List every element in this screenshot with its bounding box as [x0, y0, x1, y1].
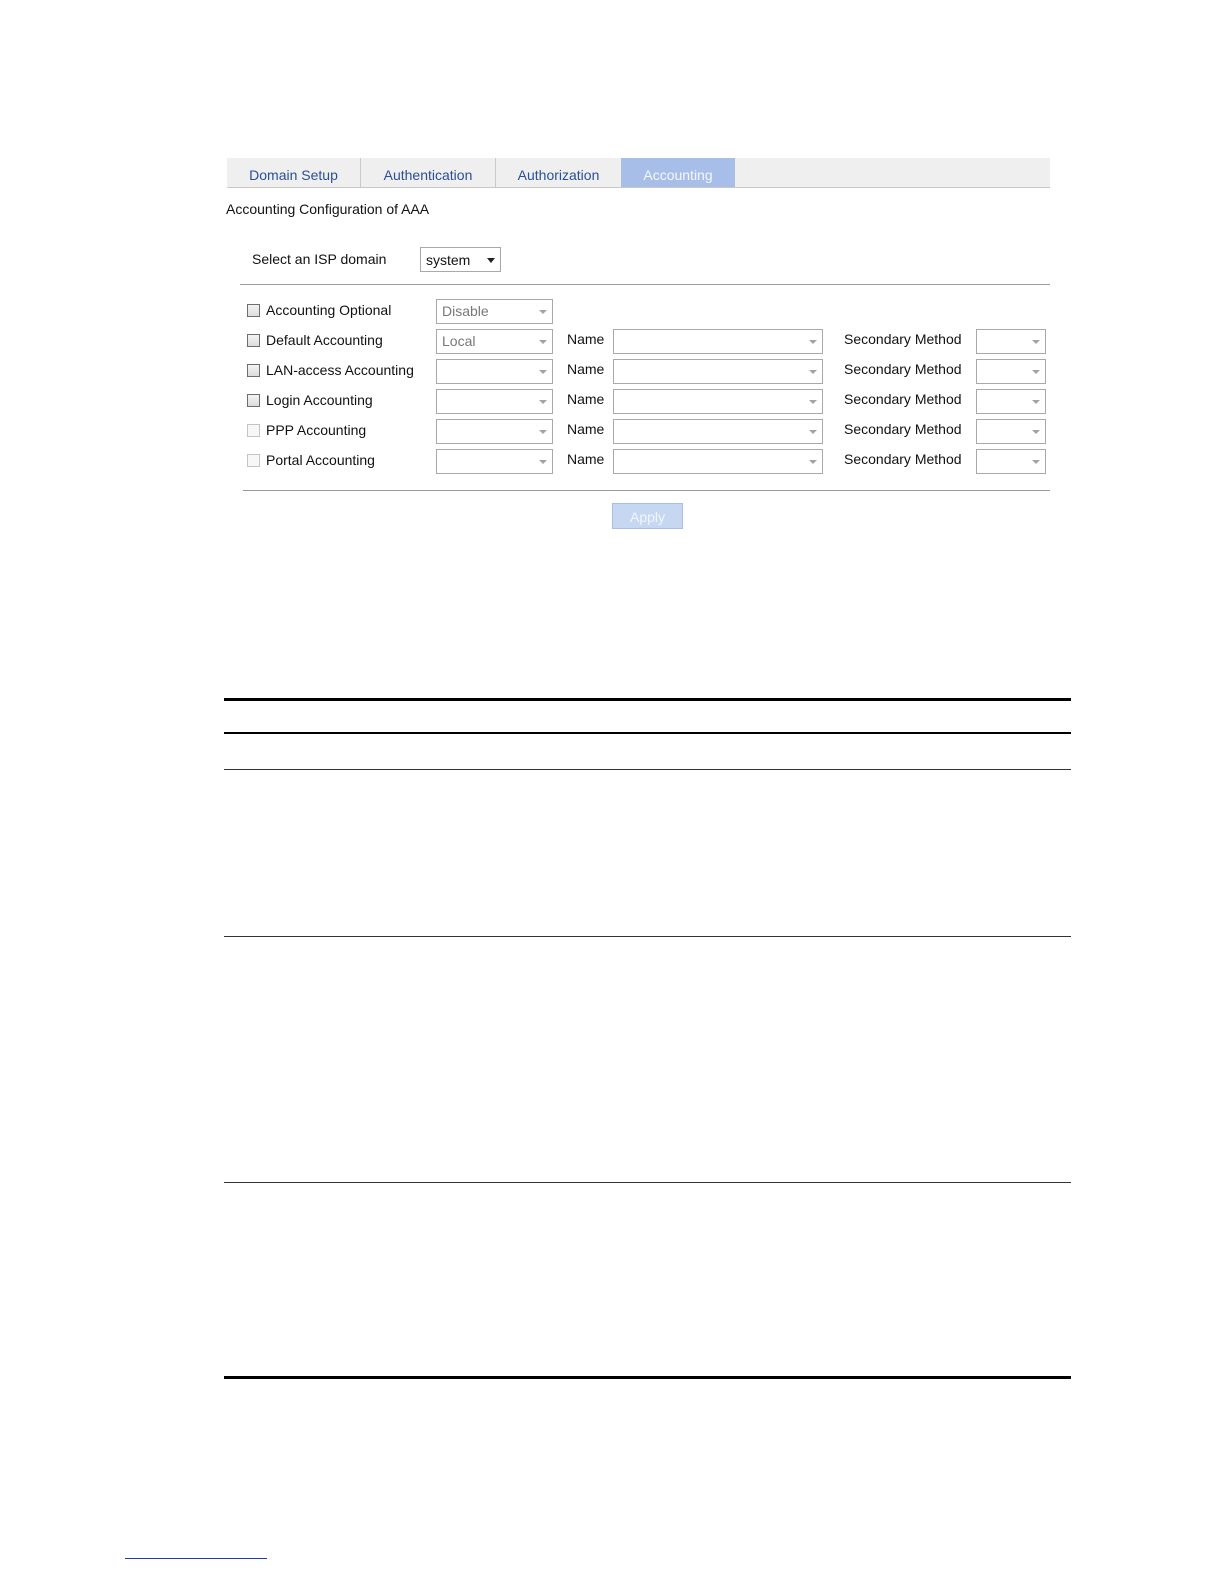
- row-accounting-optional: [247, 299, 1050, 325]
- row-label: Portal Accounting: [266, 452, 375, 468]
- select-value: Disable: [442, 303, 489, 319]
- lan-access-accounting-method-select[interactable]: [436, 359, 553, 384]
- chevron-down-icon: [539, 310, 547, 314]
- isp-domain-select[interactable]: [420, 247, 501, 272]
- section-title: Accounting Configuration of AAA: [226, 201, 430, 217]
- divider-bottom: [243, 490, 1050, 491]
- name-label: Name: [567, 451, 605, 467]
- tab-domain-setup[interactable]: Domain Setup: [227, 158, 361, 187]
- chevron-down-icon: [809, 370, 817, 374]
- ppp-accounting-secondary-select[interactable]: [976, 419, 1046, 444]
- row-login-accounting: [247, 389, 1050, 415]
- tab-bar: [227, 158, 1050, 188]
- row-default-accounting: [247, 329, 1050, 355]
- lan-access-accounting-secondary-select[interactable]: [976, 359, 1046, 384]
- table-bottom-rule: [224, 1376, 1071, 1379]
- secondary-method-label: Secondary Method: [844, 331, 962, 347]
- row-label: Accounting Optional: [266, 302, 392, 318]
- row-label: Login Accounting: [266, 392, 373, 408]
- name-label: Name: [567, 421, 605, 437]
- chevron-down-icon: [809, 340, 817, 344]
- chevron-down-icon: [539, 430, 547, 434]
- name-label: Name: [567, 361, 605, 377]
- chevron-down-icon: [539, 340, 547, 344]
- secondary-method-label: Secondary Method: [844, 421, 962, 437]
- lan-access-accounting-checkbox[interactable]: [247, 364, 260, 377]
- secondary-method-label: Secondary Method: [844, 391, 962, 407]
- table-row-rule: [224, 769, 1071, 770]
- chevron-down-icon: [1032, 400, 1040, 404]
- chevron-down-icon: [809, 400, 817, 404]
- login-accounting-checkbox[interactable]: [247, 394, 260, 407]
- accounting-optional-select[interactable]: [436, 299, 553, 324]
- chevron-down-icon: [809, 430, 817, 434]
- row-label: LAN-access Accounting: [266, 362, 414, 378]
- login-accounting-method-select[interactable]: [436, 389, 553, 414]
- secondary-method-label: Secondary Method: [844, 361, 962, 377]
- portal-accounting-checkbox[interactable]: [247, 454, 260, 467]
- table-row-rule: [224, 1182, 1071, 1183]
- chevron-down-icon: [487, 258, 495, 263]
- isp-domain-label: Select an ISP domain: [252, 251, 387, 267]
- ppp-accounting-method-select[interactable]: [436, 419, 553, 444]
- login-accounting-secondary-select[interactable]: [976, 389, 1046, 414]
- isp-domain-value: system: [426, 252, 471, 268]
- default-accounting-method-select[interactable]: [436, 329, 553, 354]
- row-ppp-accounting: [247, 419, 1050, 445]
- divider-top: [240, 284, 1050, 285]
- table-row-rule: [224, 936, 1071, 937]
- row-lan-access-accounting: [247, 359, 1050, 385]
- chevron-down-icon: [1032, 430, 1040, 434]
- portal-accounting-method-select[interactable]: [436, 449, 553, 474]
- tab-authentication[interactable]: Authentication: [361, 158, 496, 187]
- name-label: Name: [567, 331, 605, 347]
- default-accounting-name-select[interactable]: [613, 329, 823, 354]
- tab-accounting[interactable]: Accounting: [621, 158, 735, 187]
- row-label: PPP Accounting: [266, 422, 367, 438]
- ppp-accounting-name-select[interactable]: [613, 419, 823, 444]
- row-portal-accounting: [247, 449, 1050, 475]
- tab-authorization[interactable]: Authorization: [517, 167, 600, 183]
- table-header-rule: [224, 732, 1071, 734]
- name-label: Name: [567, 391, 605, 407]
- row-label: Default Accounting: [266, 332, 383, 348]
- accounting-optional-checkbox[interactable]: [247, 304, 260, 317]
- default-accounting-secondary-select[interactable]: [976, 329, 1046, 354]
- table-top-rule: [224, 698, 1071, 701]
- portal-accounting-secondary-select[interactable]: [976, 449, 1046, 474]
- apply-button[interactable]: Apply: [612, 503, 683, 529]
- chevron-down-icon: [809, 460, 817, 464]
- chevron-down-icon: [539, 460, 547, 464]
- chevron-down-icon: [1032, 340, 1040, 344]
- select-value: Local: [442, 333, 476, 349]
- ppp-accounting-checkbox[interactable]: [247, 424, 260, 437]
- default-accounting-checkbox[interactable]: [247, 334, 260, 347]
- chevron-down-icon: [539, 400, 547, 404]
- secondary-method-label: Secondary Method: [844, 451, 962, 467]
- chevron-down-icon: [539, 370, 547, 374]
- chevron-down-icon: [1032, 370, 1040, 374]
- lan-access-accounting-name-select[interactable]: [613, 359, 823, 384]
- portal-accounting-name-select[interactable]: [613, 449, 823, 474]
- footnote-rule: [125, 1558, 267, 1559]
- chevron-down-icon: [1032, 460, 1040, 464]
- login-accounting-name-select[interactable]: [613, 389, 823, 414]
